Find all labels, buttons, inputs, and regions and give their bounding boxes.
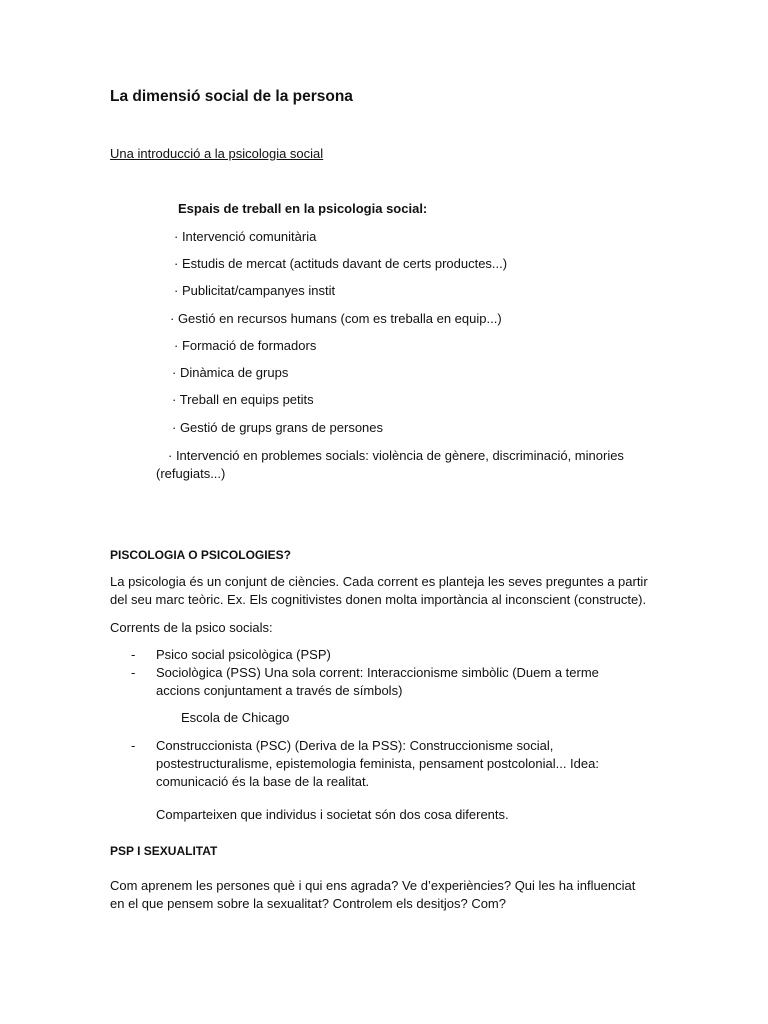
section-heading-sexualitat: PSP I SEXUALITAT [110, 844, 218, 858]
section-heading-psicologia: PISCOLOGIA O PSICOLOGIES? [110, 548, 291, 562]
espai-item: · Publicitat/campanyes instit [174, 283, 336, 298]
espai-item: · Intervenció comunitària [174, 229, 317, 244]
espai-item: · Estudis de mercat (actituds davant de certs productes...) [174, 256, 508, 271]
espai-item-last-line1: · Intervenció en problemes socials: violència de gènere, discriminació, minories [168, 448, 624, 463]
espai-item: · Gestió en recursos humans (com es treballa en equip...) [170, 311, 502, 326]
bullet-text: Sociològica (PSS) Una sola corrent: Interaccionisme simbòlic (Duem a terme accions conjuntament a través de símbols) [156, 665, 599, 698]
bullet-marker: - [131, 647, 136, 662]
bullet-marker: - [131, 738, 136, 753]
escola-chicago: Escola de Chicago [181, 710, 290, 725]
comparteixen-text: Comparteixen que individus i societat són dos cosa diferents. [156, 807, 509, 822]
bullet-text: Construccionista (PSC) (Deriva de la PSS): Construccionisme social, postestructuralisme, epistemologia feminista, pensament postcolonial... Idea: comunicació és la base de la realitat. [156, 738, 599, 789]
espai-item: · Dinàmica de grups [172, 365, 289, 380]
document-title: La dimensió social de la persona [110, 88, 353, 105]
espai-item: · Gestió de grups grans de persones [172, 420, 384, 435]
document-subtitle: Una introducció a la psicologia social [110, 146, 324, 161]
espai-item: · Treball en equips petits [172, 392, 314, 407]
espai-item: · Formació de formadors [174, 338, 317, 353]
espai-item-last-line2: (refugiats...) [156, 466, 226, 481]
sexualitat-paragraph: Com aprenem les persones què i qui ens agrada? Ve d’experiències? Qui les ha influenciat en el que pensem sobre la sexualitat? Controlem els desitjos? Com? [110, 878, 636, 911]
bullet-text: Psico social psicològica (PSP) [156, 647, 331, 662]
psicologia-paragraph: La psicologia és un conjunt de ciències. Cada corrent es planteja les seves preguntes a partir del seu marc teòric. Ex. Els cognitivistes donen molta importància al inconscient (constructe). [110, 574, 648, 607]
corrents-intro: Corrents de la psico socials: [110, 620, 273, 635]
bullet-marker: - [131, 665, 136, 680]
espais-heading: Espais de treball en la psicologia social: [178, 201, 428, 216]
